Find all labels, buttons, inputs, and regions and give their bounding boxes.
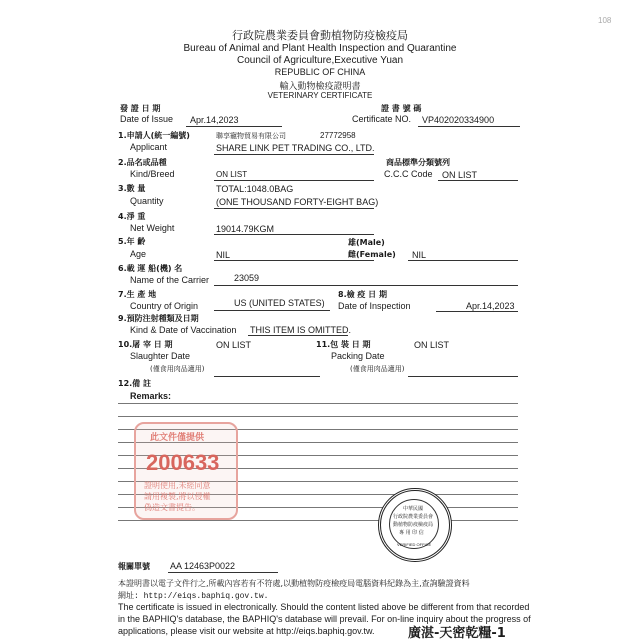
quantity-label-zh: 3.數 量	[118, 184, 146, 193]
bureau-name-en: Bureau of Animal and Plant Health Inspection and Quarantine	[183, 43, 457, 54]
slaughter-label-zh: 10.屠 宰 日 期	[118, 340, 173, 349]
age-label-en: Age	[130, 249, 147, 259]
applicant-value-en: SHARE LINK PET TRADING CO., LTD.	[216, 143, 375, 153]
seal-text-1: 中華民國	[403, 506, 424, 512]
stamp-line3: 請用複製,將以侵權	[144, 492, 211, 501]
origin-label-zh: 7.生 產 地	[118, 290, 157, 299]
footer-note-zh-2: 網址: http://eiqs.baphiq.gov.tw.	[118, 592, 269, 601]
corner-note: 108	[598, 16, 612, 25]
inspection-value: Apr.14,2023	[466, 301, 515, 311]
stamp-number: 200633	[146, 450, 220, 475]
declaration-label: 報關單號	[118, 562, 150, 571]
packing-note: (僅食用肉品適用)	[350, 365, 405, 373]
kind-value: ON LIST	[216, 170, 248, 179]
inspection-label-zh: 8.檢 疫 日 期	[338, 290, 387, 299]
origin-value: US (UNITED STATES)	[234, 298, 325, 308]
weight-value: 19014.79KGM	[216, 224, 275, 234]
carrier-value: 23059	[234, 273, 260, 283]
vaccination-label-en: Kind & Date of Vaccination	[130, 325, 237, 335]
applicant-value-zh: 聯享寵物貿易有限公司	[216, 132, 286, 140]
remarks-label-zh: 12.備 註	[118, 379, 151, 388]
age-label-zh: 5.年 齡	[118, 237, 146, 246]
ccc-label-en: C.C.C Code	[384, 169, 433, 179]
footer-note-en-3: applications, please visit our website at http://eiqs.baphiq.gov.tw.	[118, 626, 375, 636]
certificate-title-en: VETERINARY CERTIFICATE	[267, 91, 373, 100]
weight-label-zh: 4.淨 重	[118, 212, 146, 221]
quantity-words: (ONE THOUSAND FORTY-EIGHT BAG)	[216, 197, 379, 207]
stamp-line1: 此文件僅提供	[150, 433, 205, 443]
issue-date-label-zh: 發 證 日 期	[120, 104, 161, 113]
quantity-label-en: Quantity	[130, 196, 164, 206]
ccc-value: ON LIST	[442, 170, 478, 180]
packing-label-zh: 11.包 裝 日 期	[316, 340, 371, 349]
country-name: REPUBLIC OF CHINA	[274, 67, 366, 77]
cert-no-label-en: Certificate NO.	[352, 114, 412, 124]
seal-text-3: 動植物防疫檢疫局	[393, 522, 434, 528]
applicant-id: 27772958	[320, 131, 356, 140]
issue-date-value: Apr.14,2023	[190, 115, 239, 125]
packing-value: ON LIST	[414, 340, 450, 350]
seal-ring-text: VERIFIED OFFICE	[397, 542, 432, 547]
applicant-label-en: Applicant	[130, 142, 168, 152]
age-value: NIL	[216, 250, 231, 260]
slaughter-value: ON LIST	[216, 340, 252, 350]
sex-value: NIL	[412, 250, 427, 260]
issue-date-label-en: Date of Issue	[120, 114, 174, 124]
official-seal	[378, 488, 452, 562]
stamp-line2: 證明使用,未經同意	[144, 481, 211, 490]
slaughter-note: (僅食用肉品適用)	[150, 365, 205, 373]
stamp-line4: 偽造文書提告。	[144, 503, 200, 512]
origin-label-en: Country of Origin	[130, 301, 199, 311]
packing-label-en: Packing Date	[331, 351, 385, 361]
vaccination-value: THIS ITEM IS OMITTED.	[250, 325, 351, 335]
copy-watermark-stamp	[134, 422, 238, 520]
cert-no-value: VP402020334900	[422, 115, 495, 125]
weight-label-en: Net Weight	[130, 223, 175, 233]
kind-label-en: Kind/Breed	[130, 169, 175, 179]
vaccination-label-zh: 9.預防注射種類及日期	[118, 314, 199, 323]
footer-note-en-2: in the BAPHIQ's database, the BAPHIQ's database will prevail. For on-line inquiry about the progress of	[118, 614, 531, 624]
bureau-name-zh: 行政院農業委員會動植物防疫檢疫局	[232, 29, 408, 42]
remarks-label-en: Remarks:	[130, 391, 172, 401]
quantity-total: TOTAL:1048.0BAG	[216, 184, 294, 194]
ccc-label-zh: 商品標準分類號列	[386, 158, 450, 167]
footer-note-en-1: The certificate is issued in electronically. Should the content listed above be different from that recorded	[118, 602, 530, 612]
footer-note-zh-1: 本證明書以電子文件行之,所載內容若有不符處,以動植物防疫檢疫局電腦資料紀錄為主,查詢驗證資料	[118, 579, 470, 588]
carrier-label-zh: 6.載 運 船(機) 名	[118, 264, 183, 273]
inspection-label-en: Date of Inspection	[338, 301, 411, 311]
kind-label-zh: 2.品名或品種	[118, 158, 167, 167]
carrier-label-en: Name of the Carrier	[130, 275, 210, 285]
male-label: 雄(Male)	[348, 238, 385, 247]
applicant-label-zh: 1.申請人(統一編號)	[118, 131, 190, 140]
slaughter-label-en: Slaughter Date	[130, 351, 191, 361]
handwritten-product-note: 廣湛-天密乾糧-1	[408, 626, 506, 641]
declaration-value: AA 12463P0022	[170, 561, 236, 571]
council-name-en: Council of Agriculture,Executive Yuan	[236, 55, 404, 66]
cert-no-label-zh: 證 書 號 碼	[381, 104, 422, 113]
seal-text-2: 行政院農業委員會	[393, 514, 434, 520]
certificate-title-zh: 輸入動物檢疫證明書	[279, 82, 361, 92]
seal-text-4: 專 用 印 信	[399, 530, 424, 536]
female-label: 雌(Female)	[348, 250, 396, 259]
